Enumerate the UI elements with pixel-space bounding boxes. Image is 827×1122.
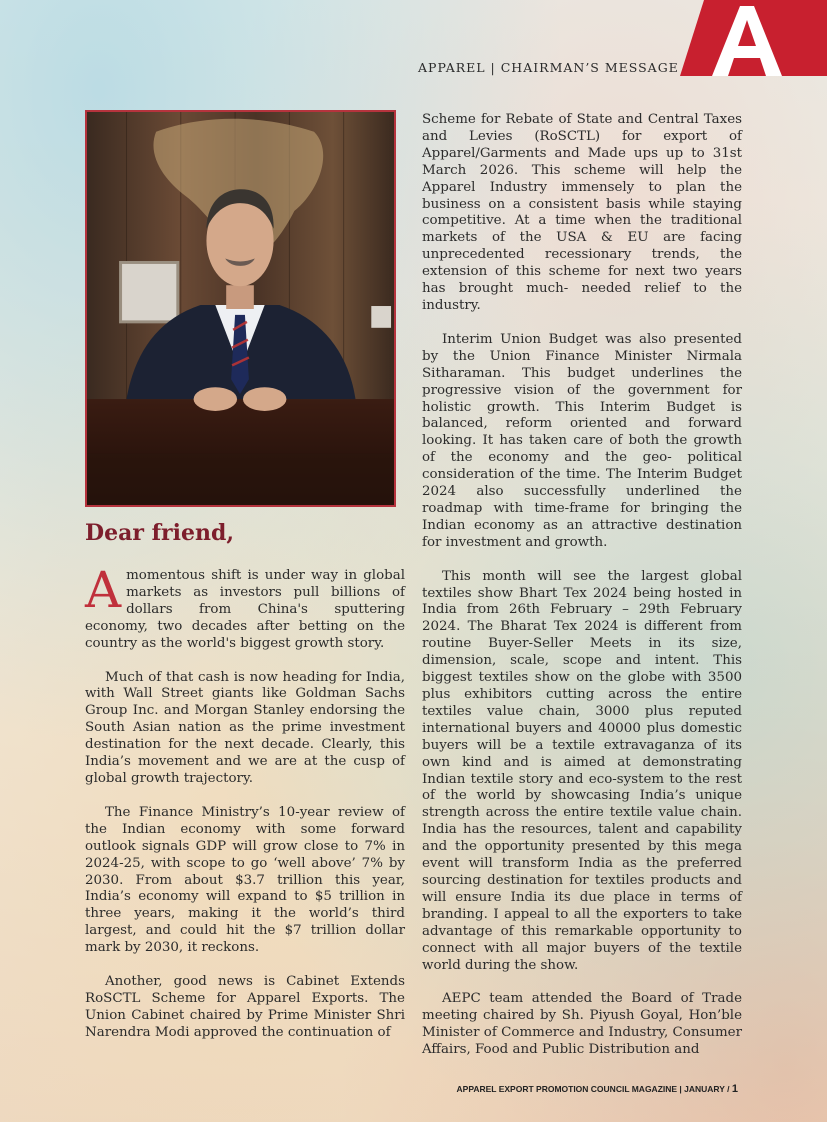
greeting-heading: Dear friend, bbox=[85, 520, 235, 546]
left-column bbox=[85, 561, 405, 1059]
chairman-portrait-icon bbox=[87, 112, 394, 505]
page-number: 1 bbox=[731, 1083, 738, 1095]
body-paragraph: Another, good news is Cabinet Extends RoSCTL Scheme for Apparel Exports. The Union Cabinet chaired by Prime Minister Shri Narendra Modi approved the continuation of bbox=[85, 974, 405, 1040]
dropcap-letter: A bbox=[85, 561, 122, 619]
footer-text: APPAREL EXPORT PROMOTION COUNCIL MAGAZINE | JANUARY / bbox=[456, 1084, 732, 1094]
right-column bbox=[422, 112, 742, 1076]
body-paragraph: Much of that cash is now heading for India, with Wall Street giants like Goldman Sachs Group Inc. and Morgan Stanley endorsing the South Asian nation as the prime investment destination for the next decade. Clearly, this India’s movement and we are at the cusp of global growth trajectory. bbox=[85, 669, 405, 786]
body-paragraph: This month will see the largest global textiles show Bhart Tex 2024 being hosted in India from 26th February – 29th February 2024. The Bharat Tex 2024 is different from routine Buyer-Seller Meets in its size, dimension, scale, scope and intent. This biggest textiles show on the globe with 3500 plus exhibitors cutting across the entire textiles value chain, 3000 plus reputed international buyers and 40000 plus domestic buyers will be a textile extravaganza of its own kind and is aimed at demonstrating Indian textile story and eco-system to the rest of the world by showcasing India’s unique strength across the entire textile value chain. India has the resources, talent and capability and the opportunity presented by this mega event will transform India as the preferred sourcing destination for textiles products and will ensure India its due place in terms of branding. I appeal to all the exporters to take advantage of this remarkable opportunity to connect with all major buyers of the textile world during the show. bbox=[422, 568, 742, 973]
aepc-logo bbox=[676, 0, 827, 76]
page-footer bbox=[457, 1083, 738, 1095]
opening-paragraph bbox=[85, 561, 405, 653]
chairman-photo bbox=[85, 110, 396, 507]
body-paragraph: The Finance Ministry’s 10-year review of the Indian economy with some forward outlook signals GDP will grow close to 7% in 2024-25, with scope to go ‘well above’ 7% by 2030. From about $3.7 trillion this year, India’s economy will expand to $5 trillion in three years, making it the world’s third largest, and could hit the $7 trillion dollar mark by 2030, it reckons. bbox=[85, 804, 405, 956]
opening-paragraph-text: momentous shift is under way in global markets as investors pull billions of dollars from China's sputtering economy, two decades after betting on the country as the world's biggest growth story. bbox=[85, 568, 405, 651]
body-paragraph: Interim Union Budget was also presented by the Union Finance Minister Nirmala Sitharaman. This budget underlines the progressive vision of the government for holistic growth. This Interim Budget is balanced, reform oriented and forward looking. It has taken care of both the growth of the economy and the geo- political consideration of the time. The Interim Budget 2024 also successfully underlined the roadmap with time-frame for bringing the Indian economy as an attractive destination for investment and growth. bbox=[422, 331, 742, 550]
section-header: APPAREL | CHAIRMAN’S MESSAGE bbox=[418, 60, 679, 75]
body-paragraph: AEPC team attended the Board of Trade meeting chaired by Sh. Piyush Goyal, Hon’ble Minister of Commerce and Industry, Consumer Affairs, Food and Public Distribution and bbox=[422, 991, 742, 1058]
continued-paragraph: Scheme for Rebate of State and Central Taxes and Levies (RoSCTL) for export of Apparel/Garments and Made ups up to 31st March 2026. This scheme will help the Apparel Industry immensely to plan the business on a consistent basis while staying competitive. At a time when the traditional markets of the USA & EU are facing unprecedented recessionary trends, the extension of this scheme for next two years has brought much- needed relief to the industry. bbox=[422, 112, 742, 313]
